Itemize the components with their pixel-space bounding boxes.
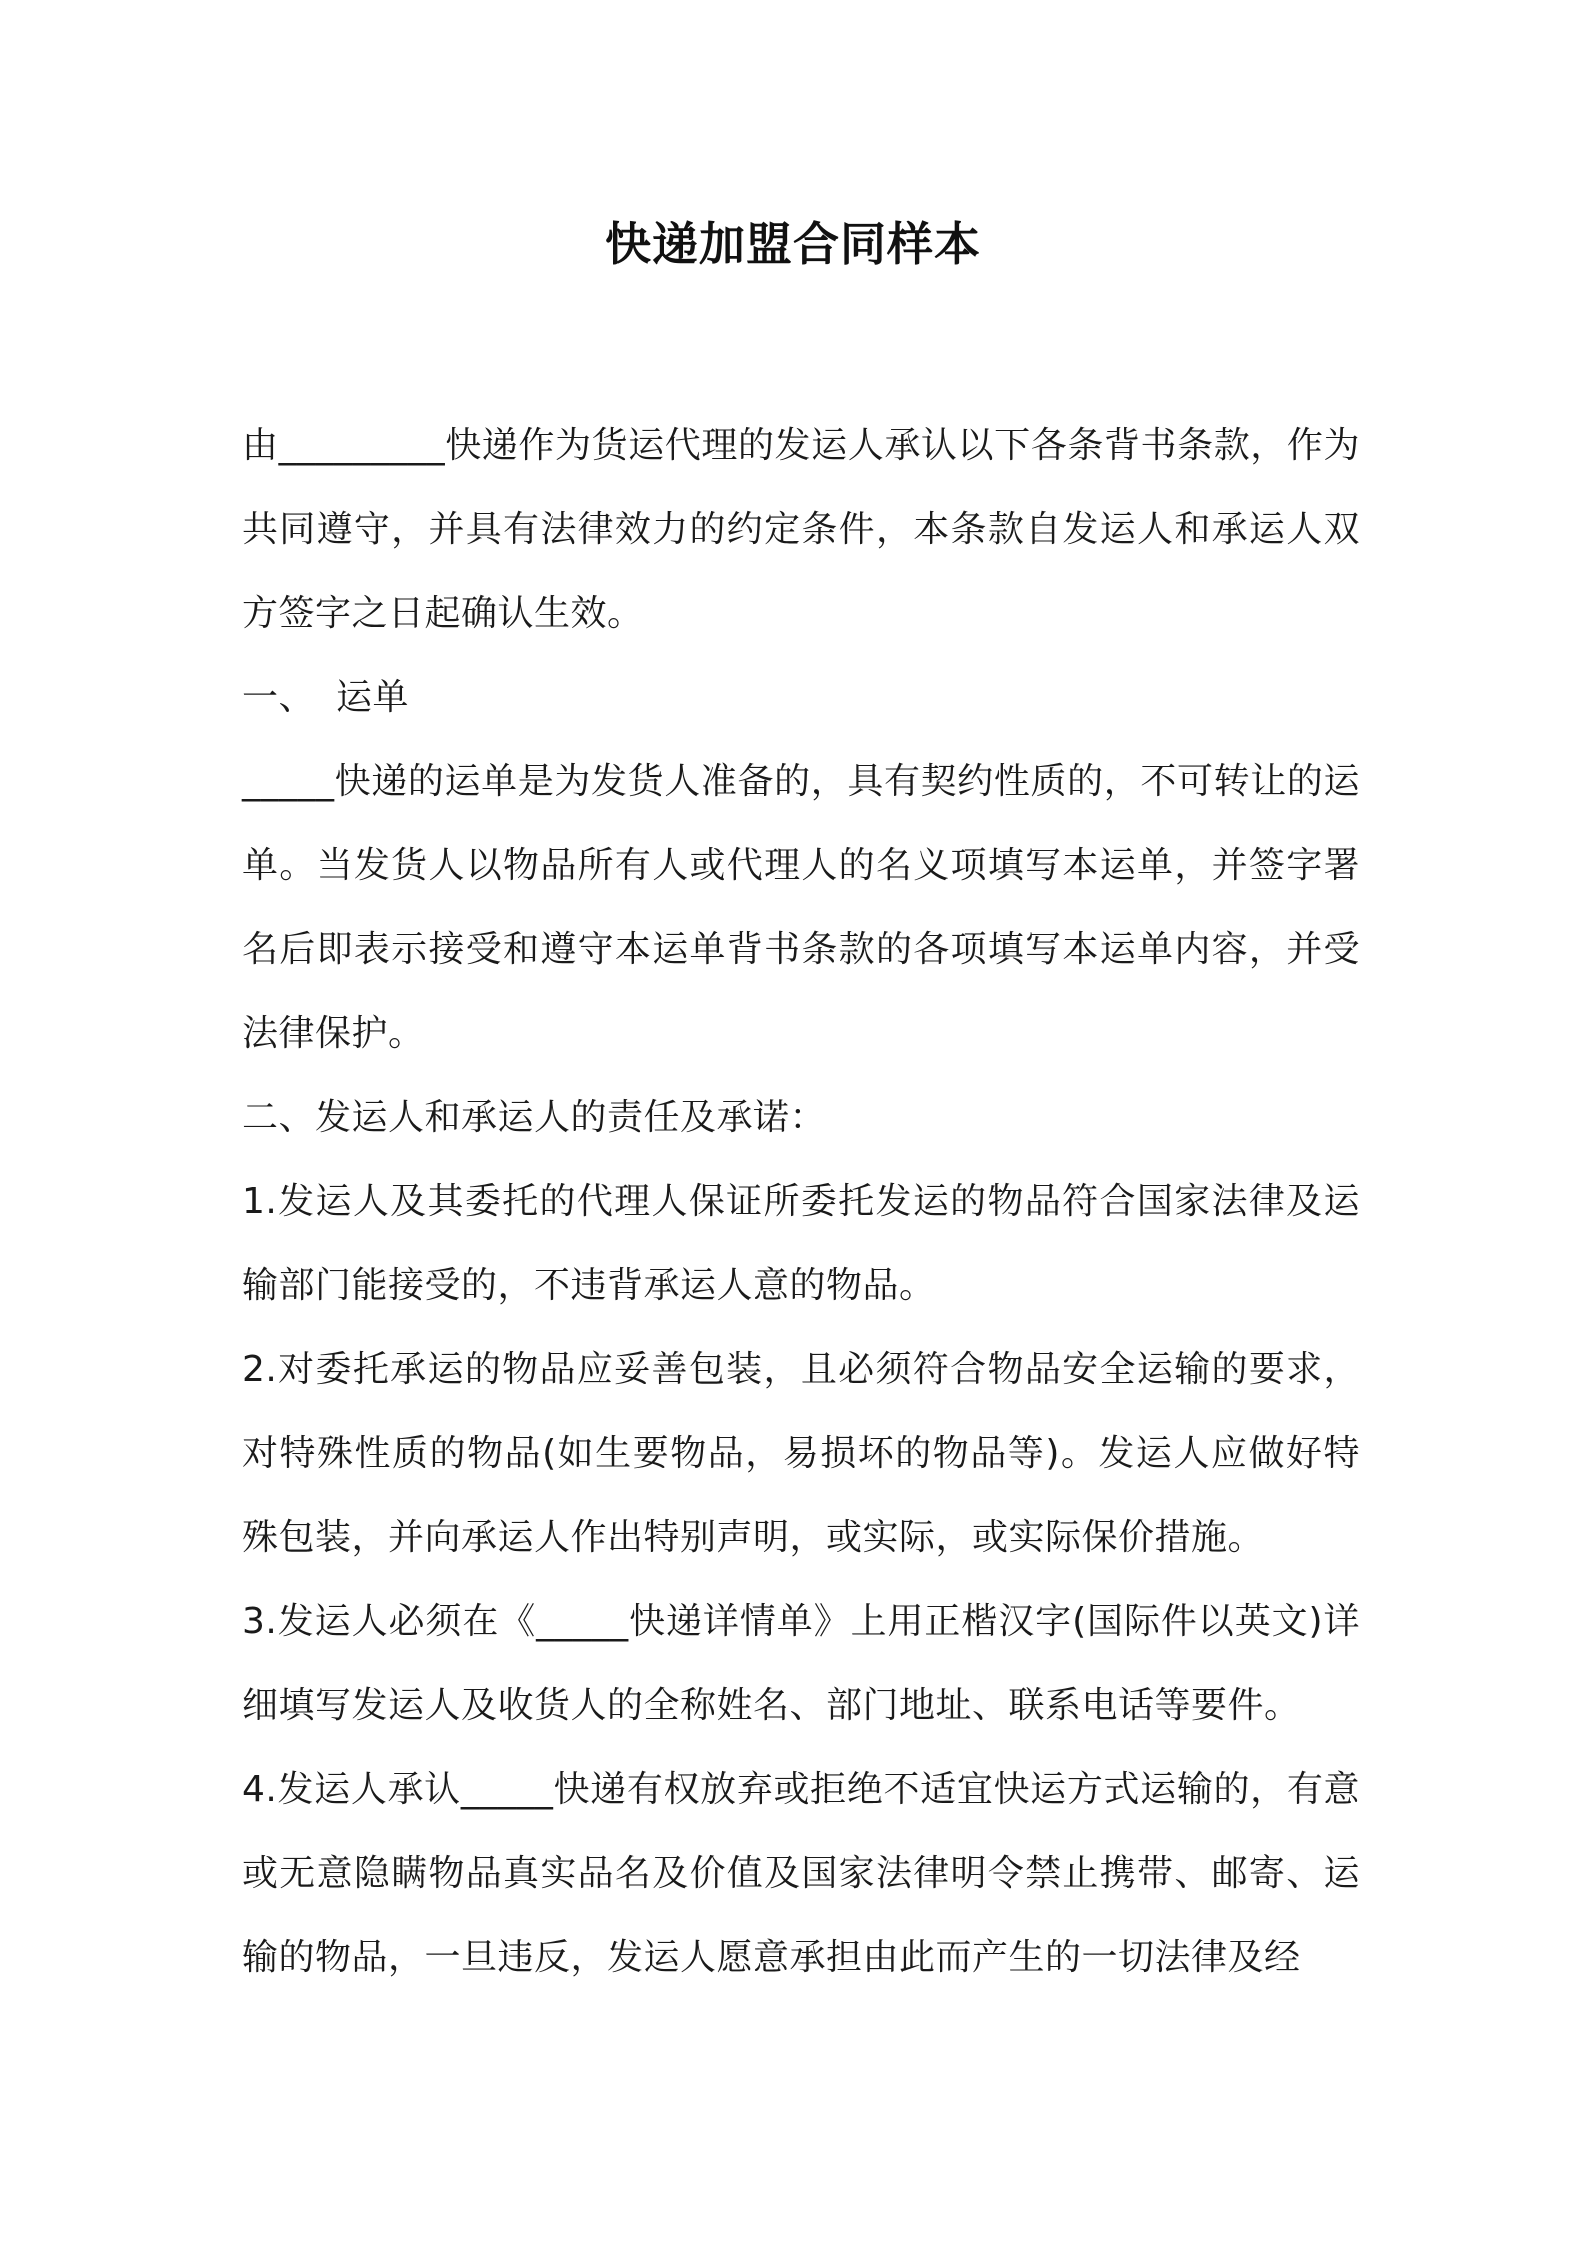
section-1-title: 运单 <box>336 677 410 718</box>
document-body <box>242 404 1360 2000</box>
document-title: 快递加盟合同样本 <box>605 217 981 271</box>
section-2-item-2: 2.对委托承运的物品应妥善包装，且必须符合物品安全运输的要求，对特殊性质的物品(如生要物品，易损坏的物品等)。发运人应做好特殊包装，并向承运人作出特别声明，或实际，或实际保价措施。 <box>242 1349 1360 1558</box>
section-1-heading <box>242 656 1360 740</box>
section-2-item-1: 1.发运人及其委托的代理人保证所委托发运的物品符合国家法律及运输部门能接受的，不违背承运人意的物品。 <box>242 1181 1360 1306</box>
section-2-item-4: 4.发运人承认_____快递有权放弃或拒绝不适宜快运方式运输的，有意或无意隐瞒物品真实品名及价值及国家法律明令禁止携带、邮寄、运输的物品，一旦违反，发运人愿意承担由此而产生的一切法律及经 <box>242 1769 1360 1978</box>
intro-paragraph: 由_________快递作为货运代理的发运人承认以下各条背书条款，作为共同遵守，并具有法律效力的约定条件，本条款自发运人和承运人双方签字之日起确认生效。 <box>242 425 1360 634</box>
section-1-number: 一、 <box>242 677 316 718</box>
section-1-paragraph: _____快递的运单是为发货人准备的，具有契约性质的，不可转让的运单。当发货人以物品所有人或代理人的名义项填写本运单，并签字署名后即表示接受和遵守本运单背书条款的各项填写本运单内容，并受法律保护。 <box>242 761 1360 1054</box>
section-2-item-3: 3.发运人必须在《_____快递详情单》上用正楷汉字(国际件以英文)详细填写发运人及收货人的全称姓名、部门地址、联系电话等要件。 <box>242 1601 1360 1726</box>
section-2-heading: 二、发运人和承运人的责任及承诺： <box>242 1097 827 1138</box>
